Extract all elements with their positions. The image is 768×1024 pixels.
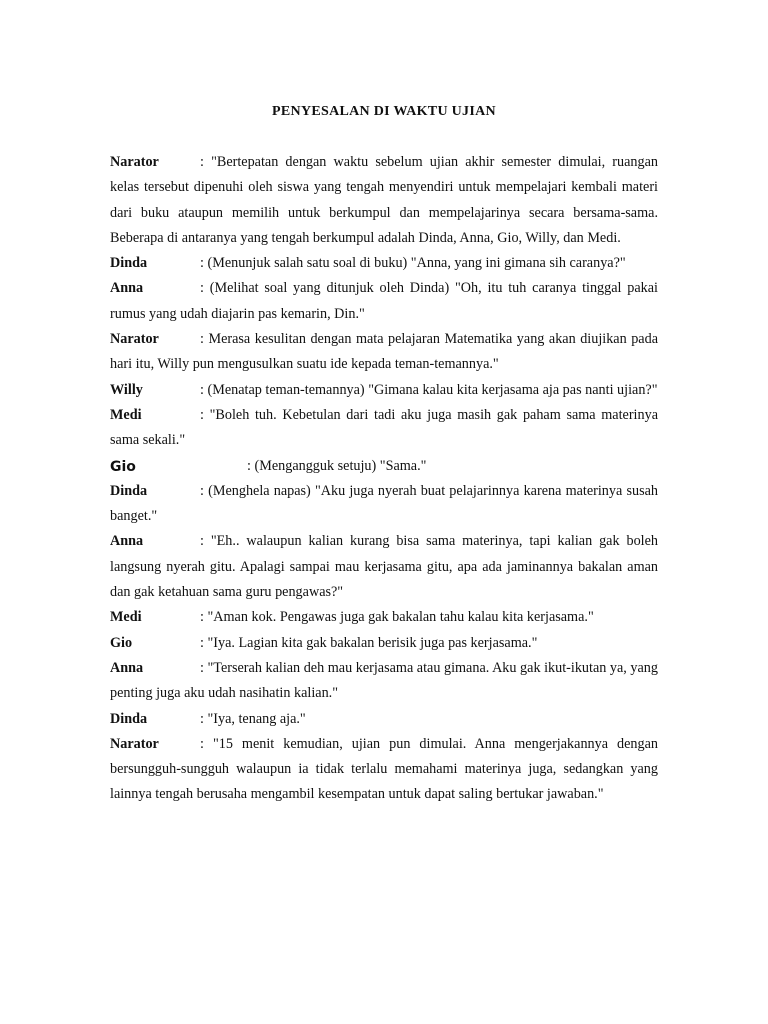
dialogue-entry bbox=[110, 251, 658, 276]
dialogue-text: : (Menghela napas) "Aku juga nyerah buat pelajarinnya karena materinya susah banget." bbox=[110, 482, 658, 525]
speaker-name: Narator bbox=[110, 154, 159, 170]
dialogue-text: : "Iya, tenang aja." bbox=[200, 710, 306, 727]
dialogue-entry bbox=[110, 732, 658, 808]
dialogue-text: : "Eh.. walaupun kalian kurang bisa sama materinya, tapi kalian gak boleh langsung nyerah gitu. Apalagi sampai mau kerjasama gitu, apa ada jaminannya bakalan aman dan gak ketahuan sama guru pengawas?" bbox=[110, 533, 658, 601]
dialogue-entry bbox=[110, 276, 658, 327]
speaker-name: Dinda bbox=[110, 482, 148, 499]
speaker-name: Gio bbox=[110, 634, 133, 651]
dialogue-entry bbox=[110, 631, 658, 656]
dialogue-entry bbox=[110, 656, 658, 707]
dialogue-entry bbox=[110, 479, 658, 530]
speaker-name: Medi bbox=[110, 406, 142, 423]
speaker-name: Narator bbox=[110, 735, 159, 752]
dialogue-text: : (Mengangguk setuju) "Sama." bbox=[247, 457, 427, 474]
speaker-name: Willy bbox=[110, 381, 143, 398]
page-title: PENYESALAN DI WAKTU UJIAN bbox=[272, 104, 496, 119]
dialogue-text: : (Melihat soal yang ditunjuk oleh Dinda) "Oh, itu tuh caranya tinggal pakai rumus yang udah diajarin pas kemarin, Din." bbox=[110, 280, 658, 322]
dialogue-entry bbox=[110, 327, 658, 378]
dialogue-text: : Merasa kesulitan dengan mata pelajaran Matematika yang akan diujikan pada hari itu, Willy pun mengusulkan suatu ide kepada teman-temannya." bbox=[110, 331, 658, 373]
speaker-name: Anna bbox=[110, 280, 144, 297]
speaker-name: Anna bbox=[110, 533, 144, 550]
speaker-name: Medi bbox=[110, 609, 142, 626]
speaker-name: Gio bbox=[110, 458, 136, 475]
dialogue-script bbox=[110, 150, 658, 808]
dialogue-entry bbox=[110, 150, 658, 251]
dialogue-entry bbox=[110, 605, 658, 630]
dialogue-text: : "Iya. Lagian kita gak bakalan berisik juga pas kerjasama." bbox=[200, 634, 538, 651]
dialogue-text: : "Aman kok. Pengawas juga gak bakalan tahu kalau kita kerjasama." bbox=[200, 609, 594, 626]
dialogue-text: : "Terserah kalian deh mau kerjasama atau gimana. Aku gak ikut-ikutan ya, yang penting juga aku udah nasihatin kalian." bbox=[110, 659, 658, 702]
dialogue-entry bbox=[110, 707, 658, 732]
dialogue-text: : (Menunjuk salah satu soal di buku) "Anna, yang ini gimana sih caranya?" bbox=[200, 255, 626, 272]
speaker-name: Anna bbox=[110, 659, 144, 676]
speaker-name: Dinda bbox=[110, 255, 148, 272]
dialogue-text: : "15 menit kemudian, ujian pun dimulai. Anna mengerjakannya dengan bersungguh-sungguh walaupun ia tidak terlalu memahami materinya juga, sedangkan yang lainnya tengah berusaha mengambil kesempatan untuk dapat saling bertukar jawaban." bbox=[110, 735, 658, 803]
dialogue-entry bbox=[110, 378, 658, 403]
dialogue-entry bbox=[110, 454, 658, 479]
dialogue-text: : (Menatap teman-temannya) "Gimana kalau kita kerjasama aja pas nanti ujian?" bbox=[200, 381, 658, 398]
dialogue-entry bbox=[110, 403, 658, 454]
dialogue-text: : "Boleh tuh. Kebetulan dari tadi aku juga masih gak paham sama materinya sama sekali." bbox=[110, 406, 658, 449]
dialogue-entry bbox=[110, 529, 658, 605]
dialogue-text: : "Bertepatan dengan waktu sebelum ujian akhir semester dimulai, ruangan kelas tersebut dipenuhi oleh siswa yang tengah menyendiri untuk mempelajari kembali materi dari buku ataupun memilih untuk berkumpul dan mempelajarinya secara bersama-sama. Beberapa di antaranya yang tengah berkumpul adalah Dinda, Anna, Gio, Willy, dan Medi. bbox=[110, 154, 658, 246]
speaker-name: Narator bbox=[110, 331, 159, 348]
speaker-name: Dinda bbox=[110, 710, 148, 727]
